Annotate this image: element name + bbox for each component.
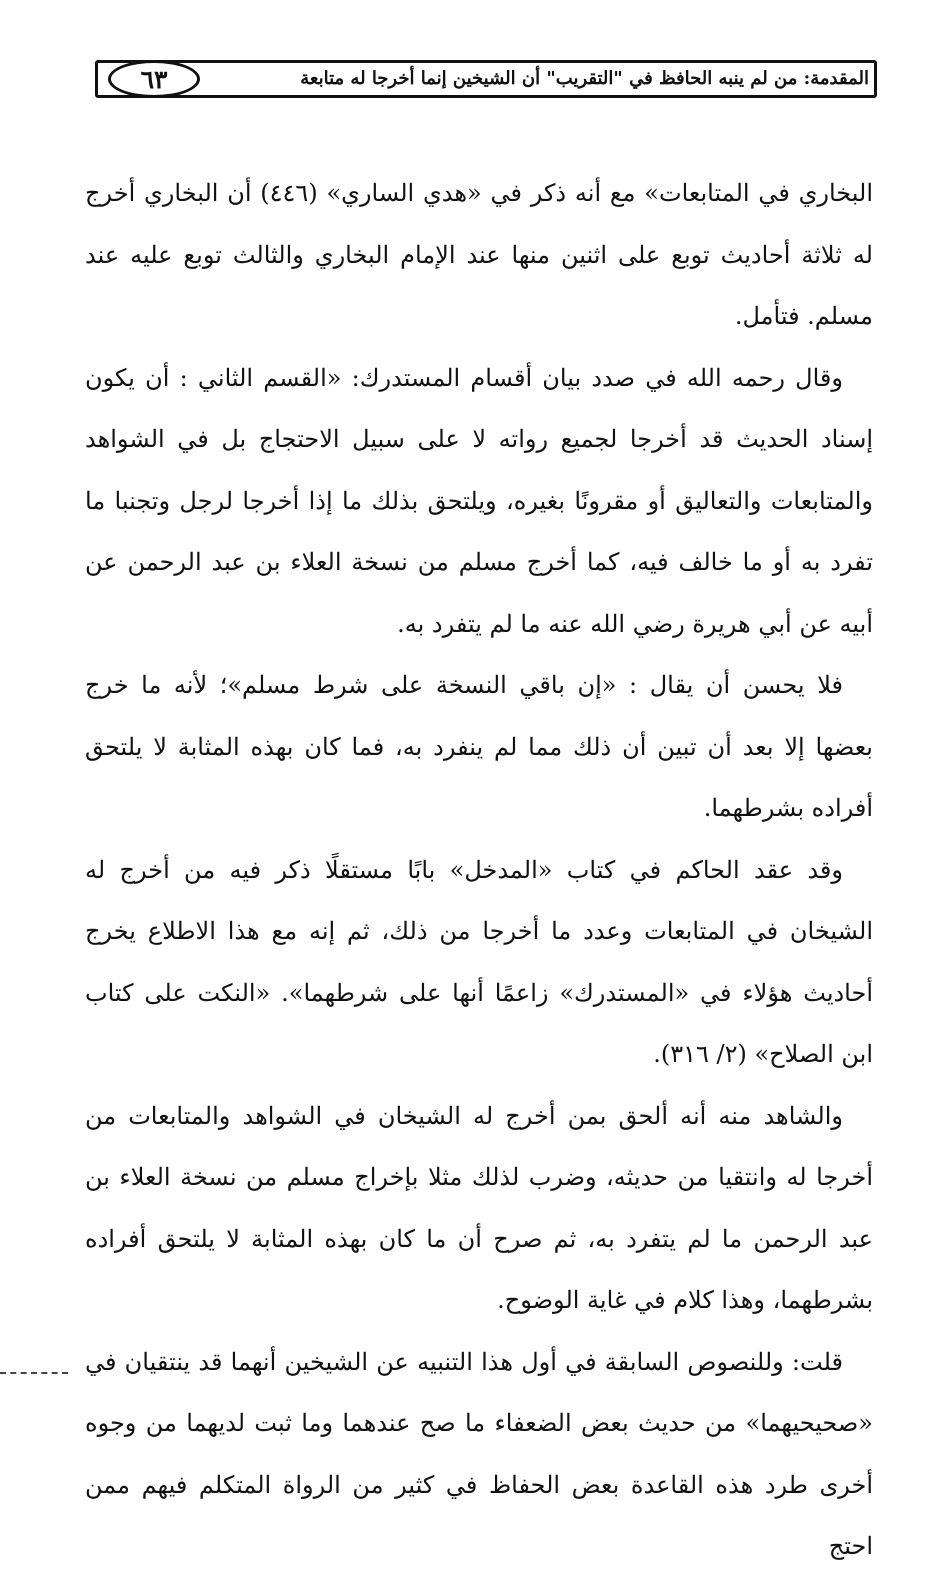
- paragraph-1: البخاري في المتابعات» مع أنه ذكر في «هدي الساري» (٤٤٦) أن البخاري أخرج له ثلاثة أحاديث توبع على اثنين منها عند الإمام البخاري والثالث توبع عليه عند مسلم. فتأمل.: [85, 179, 873, 330]
- page-number-badge: [108, 60, 200, 98]
- paragraph-2: وقال رحمه الله في صدد بيان أقسام المستدرك: «القسم الثاني : أن يكون إسناد الحديث قد أخرجا لجميع رواته لا على سبيل الاحتجاج بل في الشواهد والمتابعات والتعاليق أو مقرونًا بغيره، ويلتحق بذلك ما إذا أخرجا لرجل وتجنبا ما تفرد به أو ما خالف فيه، كما أخرج مسلم من نسخة العلاء بن عبد الرحمن عن أبيه عن أبي هريرة رضي الله عنه ما لم يتفرد به.: [85, 363, 873, 638]
- paragraph-4: وقد عقد الحاكم في كتاب «المدخل» بابًا مستقلًا ذكر فيه من أخرج له الشيخان في المتابعات وعدد ما أخرجا من ذلك، ثم إنه مع هذا الاطلاع يخرج أحاديث هؤلاء في «المستدرك» زاعمًا أنها على شرطهما». «النكت على كتاب ابن الصلاح» (٢/ ٣١٦).: [85, 855, 873, 1068]
- paragraph-5: والشاهد منه أنه ألحق بمن أخرج له الشيخان في الشواهد والمتابعات من أخرجا له وانتقيا من حديثه، وضرب لذلك مثلا بإخراج مسلم من نسخة العلاء بن عبد الرحمن ما لم يتفرد به، ثم صرح أن ما كان بهذه المثابة لا يلتحق أفراده بشرطهما، وهذا كلام في غاية الوضوح.: [85, 1101, 873, 1314]
- running-header-title: المقدمة: من لم ينبه الحافظ في "التقريب" أن الشيخين إنما أخرجا له متابعة: [300, 68, 869, 89]
- page-number: ٦٣: [140, 64, 168, 94]
- page-body: [85, 163, 873, 1578]
- paragraph-3: فلا يحسن أن يقال : «إن باقي النسخة على شرط مسلم»؛ لأنه ما خرج بعضها إلا بعد أن تبين أن ذلك مما لم ينفرد به، فما كان بهذه المثابة لا يلتحق أفراده بشرطهما.: [85, 671, 873, 822]
- paragraph-6: قلت: وللنصوص السابقة في أول هذا التنبيه عن الشيخين أنهما قد ينتقيان في «صحيحيهما» من حديث بعض الضعفاء ما صح عندهما وما ثبت لديهما من وجوه أخرى طرد هذه القاعدة بعض الحفاظ في كثير من الرواة المتكلم فيهم ممن احتج: [85, 1347, 873, 1560]
- footer-rule: [0, 1372, 68, 1374]
